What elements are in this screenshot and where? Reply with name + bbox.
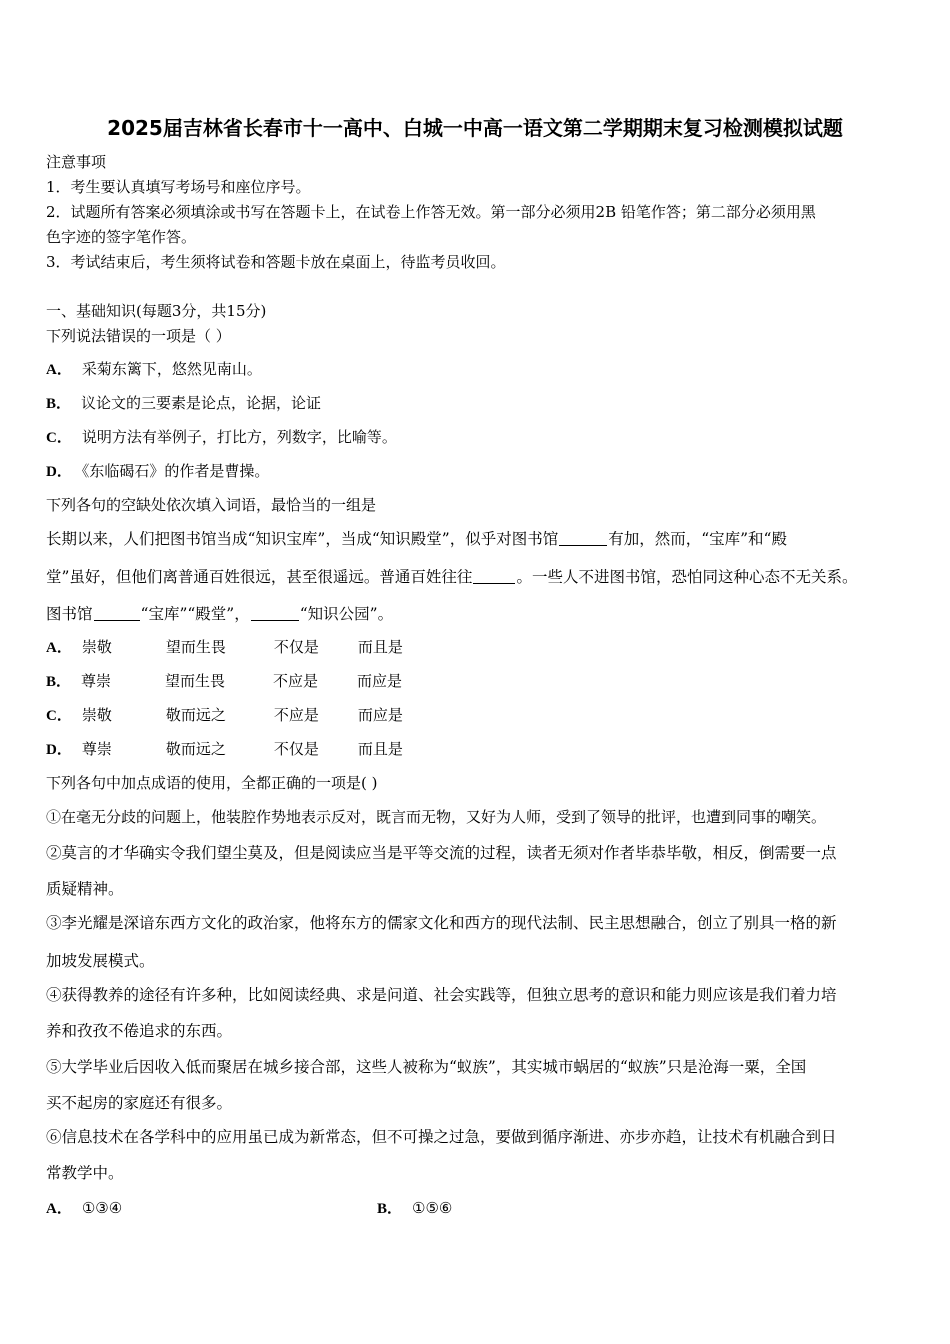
q2-option-a	[46, 638, 403, 657]
option-word: 尊崇	[81, 672, 112, 690]
option-word: 崇敬	[81, 638, 112, 656]
q2-option-c	[46, 706, 403, 725]
option-word: 敬而远之	[165, 740, 226, 758]
option-word: 而应是	[357, 706, 403, 724]
q1-option-a	[46, 360, 262, 379]
q2-passage-line	[46, 605, 393, 623]
option-word: 不应是	[273, 706, 319, 724]
option-text: 说明方法有举例子，打比方，列数字，比喻等。	[81, 428, 397, 446]
q3-sentence: ③李光耀是深谙东西方文化的政治家，他将东方的儒家文化和西方的现代法制、民主思想融合，创立了别具一格的新	[46, 914, 837, 932]
q3-sentence: 加坡发展模式。	[46, 952, 155, 970]
option-word: 崇敬	[81, 706, 112, 724]
notice-item: 2．试题所有答案必须填涂或书写在答题卡上，在试卷上作答无效。第一部分必须用2B 铅笔作答；第二部分必须用黑	[46, 203, 816, 221]
passage-text: 长期以来，人们把图书馆当成“知识宝库”，当成“知识殿堂”，似乎对图书馆	[46, 530, 559, 548]
option-text: ①⑤⑥	[412, 1199, 453, 1217]
answer-blank	[94, 606, 140, 621]
q3-option-a	[46, 1199, 122, 1218]
passage-text: 。一些人不进图书馆，恐怕同这种心态不无关系。	[516, 568, 858, 586]
q1-stem: 下列说法错误的一项是（ ）	[46, 327, 231, 345]
option-word: 敬而远之	[165, 706, 226, 724]
q3-sentence: 买不起房的家庭还有很多。	[46, 1094, 233, 1112]
q3-sentence: ⑤大学毕业后因收入低而聚居在城乡接合部，这些人被称为“蚁族”，其实城市蜗居的“蚁族”只是沧海一粟，全国	[46, 1058, 807, 1076]
passage-text: 堂”虽好，但他们离普通百姓很远，甚至很遥远。普通百姓往往	[46, 568, 473, 586]
passage-text: “知识公园”。	[299, 605, 394, 623]
option-letter: C．	[46, 708, 72, 724]
q3-sentence: 养和孜孜不倦追求的东西。	[46, 1022, 233, 1040]
option-word: 而且是	[357, 638, 403, 656]
q3-option-b	[377, 1199, 452, 1218]
q3-sentence: 质疑精神。	[46, 880, 124, 898]
passage-text: “宝库”“殿堂”，	[140, 605, 250, 623]
option-letter: C．	[46, 430, 72, 446]
option-word: 而应是	[357, 672, 403, 690]
q2-stem: 下列各句的空缺处依次填入词语，最恰当的一组是	[46, 496, 377, 514]
option-word: 不仅是	[273, 740, 319, 758]
option-letter: B．	[46, 396, 72, 412]
q1-option-d	[46, 462, 269, 481]
notice-item: 色字迹的签字笔作答。	[46, 228, 197, 246]
q2-option-b	[46, 672, 402, 691]
option-letter: B．	[46, 674, 72, 690]
option-word: 尊崇	[81, 740, 112, 758]
q2-passage-line	[46, 568, 857, 586]
passage-text: 图书馆	[46, 605, 93, 623]
q3-sentence: ①在毫无分歧的问题上，他装腔作势地表示反对，既言而无物，又好为人师，受到了领导的批评，也遭到同事的嘲笑。	[46, 808, 827, 826]
option-text: ①③④	[81, 1199, 123, 1217]
option-text: 议论文的三要素是论点，论据，论证	[81, 394, 322, 412]
option-letter: A．	[46, 640, 72, 656]
answer-blank	[251, 606, 299, 621]
option-text: 《东临碣石》的作者是曹操。	[81, 462, 270, 480]
notice-item: 3．考试结束后，考生须将试卷和答题卡放在桌面上，待监考员收回。	[46, 253, 506, 271]
option-word: 而且是	[357, 740, 403, 758]
page-title: 2025届吉林省长春市十一高中、白城一中高一语文第二学期期末复习检测模拟试题	[107, 116, 843, 140]
option-word: 望而生畏	[165, 672, 226, 690]
option-letter: D．	[46, 742, 72, 758]
option-letter: B．	[377, 1201, 403, 1217]
q2-option-d	[46, 740, 403, 759]
q3-stem: 下列各句中加点成语的使用，全都正确的一项是( )	[46, 774, 378, 792]
q2-passage-line	[46, 530, 787, 548]
option-word: 不仅是	[273, 638, 319, 656]
option-word: 不应是	[273, 672, 319, 690]
option-letter: A．	[46, 362, 72, 378]
q1-option-c	[46, 428, 397, 447]
answer-blank	[559, 531, 607, 546]
q3-sentence: ②莫言的才华确实令我们望尘莫及，但是阅读应当是平等交流的过程，读者无须对作者毕恭毕敬，相反，倒需要一点	[46, 844, 837, 862]
notice-item: 1．考生要认真填写考场号和座位序号。	[46, 178, 311, 196]
option-text: 采菊东篱下，悠然见南山。	[81, 360, 262, 378]
notice-heading: 注意事项	[46, 153, 107, 171]
passage-text: 有加，然而，“宝库”和“殿	[608, 530, 787, 548]
q3-sentence: 常教学中。	[46, 1164, 124, 1182]
q3-sentence: ④获得教养的途径有许多种，比如阅读经典、求是问道、社会实践等，但独立思考的意识和能力则应该是我们着力培	[46, 986, 837, 1004]
option-word: 望而生畏	[165, 638, 226, 656]
section-heading: 一、基础知识(每题3分，共15分)	[46, 302, 267, 320]
q3-sentence: ⑥信息技术在各学科中的应用虽已成为新常态，但不可操之过急，要做到循序渐进、亦步亦趋，让技术有机融合到日	[46, 1128, 837, 1146]
option-letter: A．	[46, 1201, 72, 1217]
option-letter: D．	[46, 464, 72, 480]
q1-option-b	[46, 394, 321, 413]
answer-blank	[473, 569, 515, 584]
